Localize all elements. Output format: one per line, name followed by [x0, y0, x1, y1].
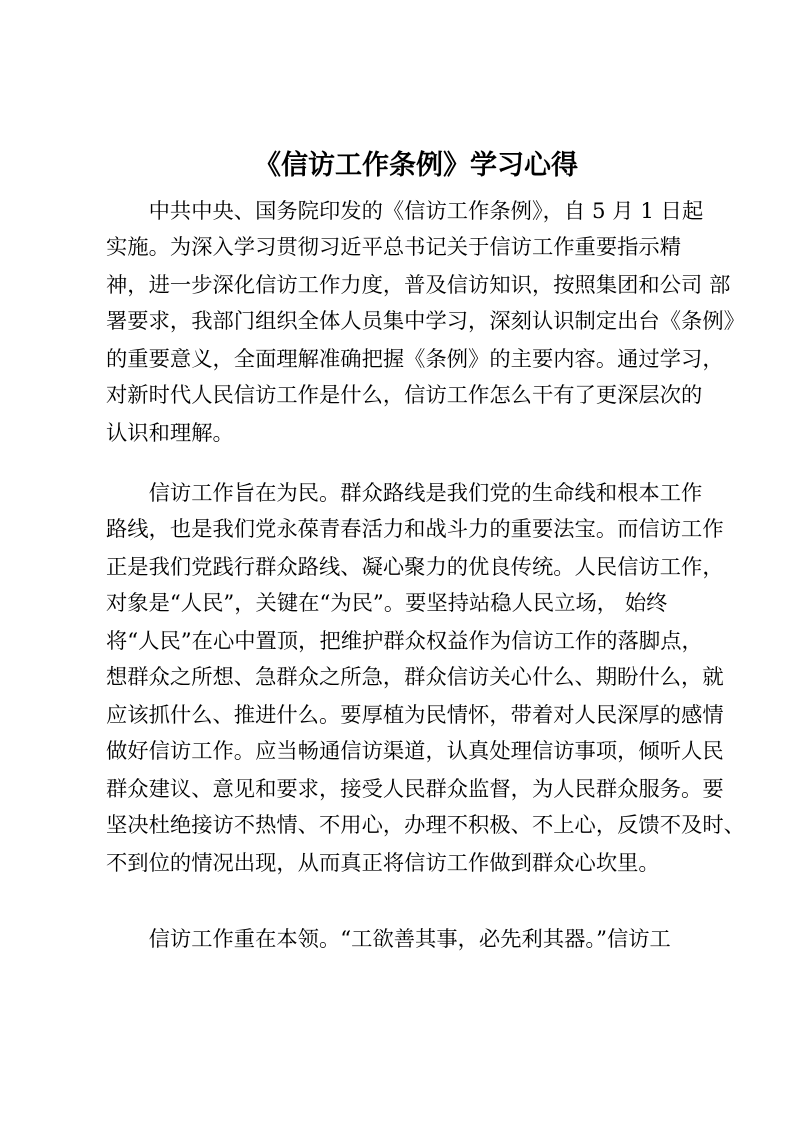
text-line: 不到位的情况出现，从而真正将信访工作做到群众心坎里。 — [106, 851, 660, 876]
text-line: 署要求，我部门组织全体人员集中学习，深刻认识制定出台《条例》 — [106, 309, 745, 334]
text-line: 信访工作旨在为民。群众路线是我们党的生命线和根本工作 — [106, 481, 703, 506]
text-line: 对新时代人民信访工作是什么，信访工作怎么干有了更深层次的 — [106, 383, 703, 408]
document-title: 《信访工作条例》学习心得 — [254, 150, 578, 181]
text-line: 对象是“人民”，关键在“为民”。要坚持站稳人民立场， 始终 — [106, 591, 668, 616]
text-line: 做好信访工作。应当畅通信访渠道，认真处理信访事项，倾听人民 — [106, 739, 724, 764]
text-line: 路线，也是我们党永葆青春活力和战斗力的重要法宝。而信访工作 — [106, 517, 724, 542]
text-line: 坚决杜绝接访不热情、不用心，办理不积极、不上心，反馈不及时、 — [106, 813, 745, 838]
text-line: 的重要意义，全面理解准确把握《条例》的主要内容。通过学习， — [106, 347, 724, 372]
text-line: 实施。为深入学习贯彻习近平总书记关于信访工作重要指示精 — [106, 235, 682, 260]
text-line: 正是我们党践行群众路线、凝心聚力的优良传统。人民信访工作， — [106, 555, 724, 580]
text-line: 应该抓什么、推进什么。要厚植为民情怀，带着对人民深厚的感情 — [106, 703, 724, 728]
text-line: 信访工作重在本领。“工欲善其事，必先利其器。”信访工 — [106, 927, 671, 952]
text-line: 中共中央、国务院印发的《信访工作条例》，自 5 月 1 日起 — [106, 199, 704, 224]
text-line: 群众建议、意见和要求，接受人民群众监督，为人民群众服务。要 — [106, 777, 724, 802]
text-line: 想群众之所想、急群众之所急，群众信访关心什么、期盼什么，就 — [106, 665, 724, 690]
text-line: 认识和理解。 — [106, 421, 234, 446]
text-line: 神，进一步深化信访工作力度，普及信访知识，按照集团和公司 部 — [106, 273, 731, 298]
text-line: 将“人民”在心中置顶，把维护群众权益作为信访工作的落脚点， — [106, 629, 703, 654]
